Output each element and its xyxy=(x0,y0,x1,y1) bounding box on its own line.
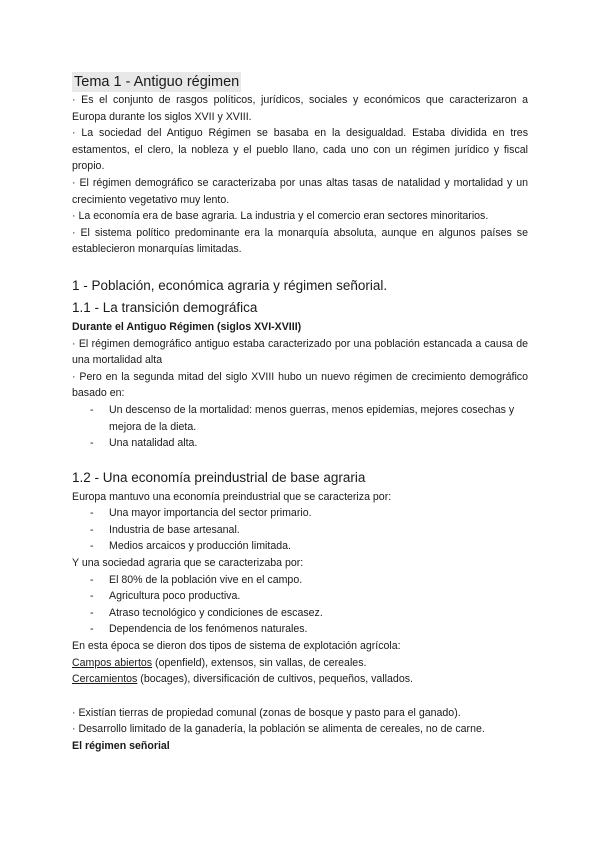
cercamientos-desc: (bocages), diversificación de cultivos, pequeños, vallados. xyxy=(137,673,413,686)
intro-paragraph: · Es el conjunto de rasgos políticos, jurídicos, sociales y económicos que caracterizaron a Europa durante los siglos XVII y XVIII. xyxy=(72,94,528,123)
paragraph: · Existían tierras de propiedad comunal (zonas de bosque y pasto para el ganado). xyxy=(72,706,461,719)
spacer xyxy=(72,688,528,705)
document-page xyxy=(72,72,528,755)
dash-list xyxy=(72,505,528,555)
list-item: - Una natalidad alta. xyxy=(72,435,528,452)
dash-list xyxy=(72,402,528,452)
list-item: - Medios arcaicos y producción limitada. xyxy=(72,538,528,555)
section-1-heading: 1 - Población, económica agraria y régimen señorial. xyxy=(72,277,388,293)
paragraph: Y una sociedad agraria que se caracterizaba por: xyxy=(72,557,304,570)
campos-abiertos-term: Campos abiertos xyxy=(72,656,153,669)
section-1-1-heading: 1.1 - La transición demográfica xyxy=(72,299,258,315)
paragraph: · Desarrollo limitado de la ganadería, la población se alimenta de cereales, no de carne. xyxy=(72,723,485,736)
paragraph: · El régimen demográfico antiguo estaba caracterizado por una población estancada a causa de una mortalidad alta xyxy=(72,337,528,367)
cercamientos-term: Cercamientos xyxy=(72,673,138,686)
list-item: - El 80% de la población vive en el campo. xyxy=(72,572,528,589)
bold-label: El régimen señorial xyxy=(72,740,170,752)
list-item: - Una mayor importancia del sector primario. xyxy=(72,505,528,522)
list-item: - Atraso tecnológico y condiciones de escasez. xyxy=(72,605,528,622)
bold-label: Durante el Antiguo Régimen (siglos XVI-XVIII) xyxy=(72,320,302,333)
campos-abiertos-line xyxy=(72,655,528,672)
list-item: - Agricultura poco productiva. xyxy=(72,588,528,605)
cercamientos-line xyxy=(72,671,528,688)
intro-paragraph: · La sociedad del Antiguo Régimen se basaba en la desigualdad. Estaba dividida en tres estamentos, el clero, la nobleza y el pueblo llano, cada uno con un régimen jurídico y fiscal propio. xyxy=(72,127,528,173)
paragraph: Europa mantuvo una economía preindustrial que se caracteriza por: xyxy=(72,490,392,503)
paragraph: · Pero en la segunda mitad del siglo XVIII hubo un nuevo régimen de crecimiento demográfico basado en: xyxy=(72,370,528,400)
page-title: Tema 1 - Antiguo régimen xyxy=(74,74,240,90)
intro-paragraph: · El régimen demográfico se caracterizaba por unas altas tasas de natalidad y mortalidad y un crecimiento vegetativo muy lento. xyxy=(72,176,528,206)
section-1-2-heading: 1.2 - Una economía preindustrial de base agraria xyxy=(72,469,366,485)
intro-paragraph: · La economía era de base agraria. La industria y el comercio eran sectores minoritarios. xyxy=(72,210,489,223)
list-item: - Dependencia de los fenómenos naturales. xyxy=(72,621,528,638)
campos-abiertos-desc: (openfield), extensos, sin vallas, de cereales. xyxy=(152,656,367,669)
list-item: - Un descenso de la mortalidad: menos guerras, menos epidemias, mejores cosechas y mejora de la dieta. xyxy=(72,402,528,435)
list-item: - Industria de base artesanal. xyxy=(72,522,528,539)
paragraph: En esta época se dieron dos tipos de sistema de explotación agrícola: xyxy=(72,640,401,653)
dash-list xyxy=(72,572,528,638)
intro-paragraph: · El sistema político predominante era la monarquía absoluta, aunque en algunos países se establecieron monarquías limitadas. xyxy=(72,226,528,256)
